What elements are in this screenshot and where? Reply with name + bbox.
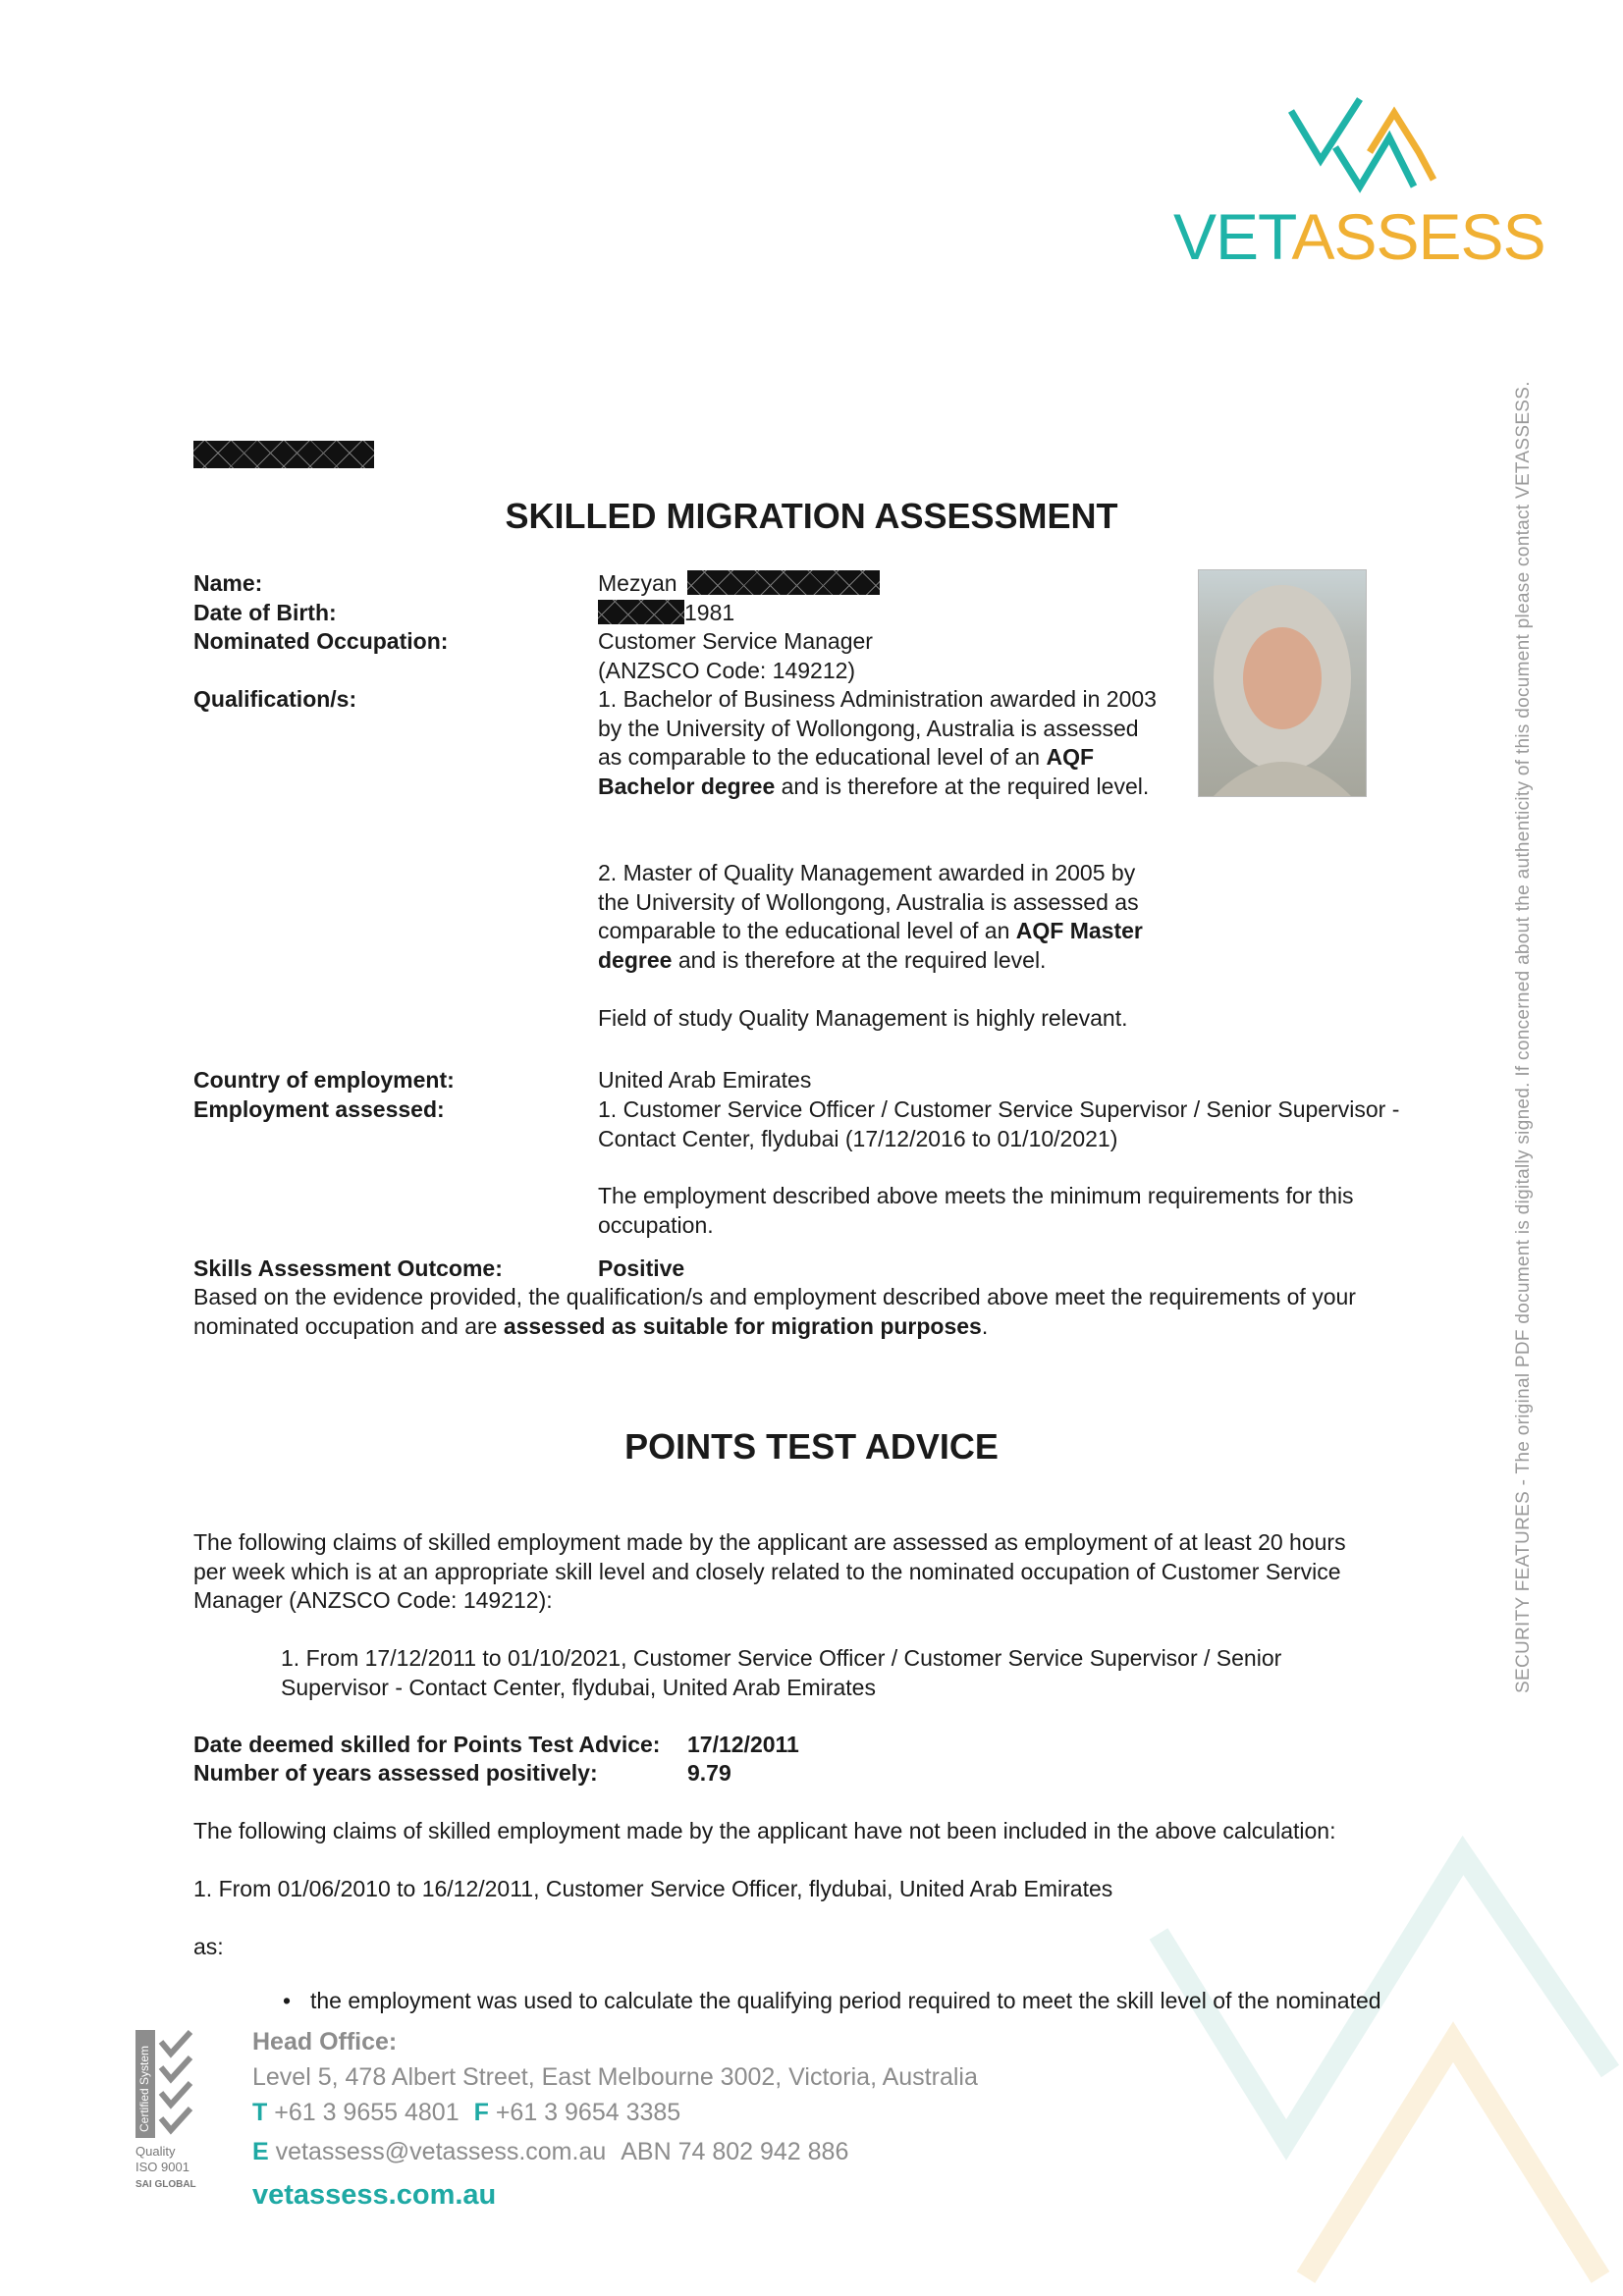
outcome-text-b-bold: assessed as suitable for migration purposes: [503, 1312, 982, 1339]
footer-abn: ABN 74 802 942 886: [621, 2138, 849, 2165]
qual1-line-a: 1. Bachelor of Business Administration awarded in 2003: [598, 686, 1157, 712]
qual1-line-d-bold: Bachelor degree: [598, 773, 776, 799]
qual2-line-c-text: comparable to the educational level of an: [598, 918, 1016, 943]
outcome-label: Skills Assessment Outcome:: [193, 1255, 503, 1281]
excluded-intro: The following claims of skilled employment made by the applicant have not been included in the above calculation:: [193, 1818, 1336, 1843]
fax-icon: F: [473, 2099, 489, 2126]
points-intro-b: per week which is at an appropriate skill level and closely related to the nominated occupation of Customer Service: [193, 1558, 1341, 1584]
footer-website[interactable]: vetassess.com.au: [252, 2179, 497, 2211]
points-intro-a: The following claims of skilled employment made by the applicant are assessed as employment of at least 20 hours: [193, 1529, 1346, 1555]
name-value-text: Mezyan: [598, 570, 677, 596]
portrait-icon: [1199, 570, 1366, 796]
qual2-line-c-bold: AQF Master: [1015, 918, 1143, 943]
outcome-text-b: [193, 1312, 1356, 1342]
name-value: [598, 569, 880, 599]
qual2-line-c: [598, 917, 1187, 946]
qual2-line-d-bold: degree: [598, 946, 673, 973]
logo-wordmark: [1173, 199, 1545, 274]
qual1-line-c-bold: AQF: [1046, 744, 1095, 770]
employment-note: [598, 1182, 1354, 1240]
qual2-line-a: 2. Master of Quality Management awarded in 2005 by: [598, 860, 1136, 885]
phone-icon: T: [252, 2099, 268, 2126]
redacted-reference: [193, 441, 374, 468]
dob-label: Date of Birth:: [193, 600, 337, 625]
employment-note-a: The employment described above meets the minimum requirements for this: [598, 1183, 1354, 1208]
page-title: SKILLED MIGRATION ASSESSMENT: [505, 496, 1118, 536]
redacted-surname: [687, 570, 880, 595]
name-label: Name:: [193, 570, 263, 596]
years-value: 9.79: [687, 1760, 731, 1786]
footer-address: Level 5, 478 Albert Street, East Melbourne 3002, Victoria, Australia: [252, 2063, 978, 2091]
footer-head-office: Head Office:: [252, 2028, 398, 2056]
deemed-value: 17/12/2011: [687, 1732, 799, 1757]
email-icon: E: [252, 2138, 269, 2165]
years-label: Number of years assessed positively:: [193, 1760, 598, 1786]
qual1-line-c-text: as comparable to the educational level of an: [598, 744, 1047, 770]
logo-vet: VET: [1173, 200, 1292, 273]
excluded-claim-1: 1. From 01/06/2010 to 16/12/2011, Customer Service Officer, flydubai, United Arab Emirates: [193, 1876, 1113, 1901]
points-claim-1: [281, 1644, 1281, 1702]
as-label: as:: [193, 1934, 224, 1959]
outcome-text-b-plain: nominated occupation and are: [193, 1312, 504, 1339]
cert-iso: ISO 9001: [135, 2160, 189, 2174]
qual2-line-b: the University of Wollongong, Australia is assessed as: [598, 888, 1139, 915]
redacted-dob: [598, 600, 684, 624]
vetassess-logo: [1173, 93, 1545, 273]
outcome-text-a: Based on the evidence provided, the qualification/s and employment described above meet the requirements of your: [193, 1284, 1356, 1309]
bullet-item-1: • the employment was used to calculate the qualifying period required to meet the skill level of the nominated: [310, 1987, 1381, 2016]
claim1-line-b: Supervisor - Contact Center, flydubai, United Arab Emirates: [281, 1674, 876, 1700]
qualification-1: [598, 685, 1187, 801]
logo-assess: ASSESS: [1291, 200, 1545, 273]
qualification-label: Qualification/s:: [193, 686, 357, 712]
employment-value: [598, 1095, 1399, 1153]
footer-phones: [252, 2095, 978, 2130]
cert-sai: SAI GLOBAL: [135, 2179, 196, 2190]
dob-value: [598, 599, 734, 628]
background-chevron-decoration: [1139, 1816, 1623, 2287]
outcome-text-b-end: .: [981, 1312, 989, 1339]
footer-email-row: [252, 2134, 978, 2169]
qual1-line-c: [598, 743, 1187, 773]
iso-certification-badge: [135, 2030, 214, 2197]
qual2-line-d: [598, 946, 1187, 976]
qual1-line-d: [598, 773, 1187, 802]
footer-contact: [252, 2024, 978, 2213]
employment-note-b: occupation.: [598, 1211, 714, 1238]
qual1-line-d-text: and is therefore at the required level.: [775, 773, 1150, 799]
logo-mark-icon: [1173, 93, 1537, 201]
claim1-line-a: 1. From 17/12/2011 to 01/10/2021, Customer Service Officer / Customer Service Supervisor / Senior: [281, 1645, 1282, 1671]
country-value: United Arab Emirates: [598, 1067, 812, 1093]
footer-phone: +61 3 9655 4801: [274, 2099, 460, 2126]
outcome-text: [193, 1283, 1356, 1341]
cert-quality: Quality: [135, 2144, 176, 2159]
footer-email[interactable]: vetassess@vetassess.com.au: [275, 2138, 607, 2165]
qual1-line-b: by the University of Wollongong, Australia is assessed: [598, 715, 1139, 741]
country-label: Country of employment:: [193, 1067, 455, 1093]
outcome-value: Positive: [598, 1255, 685, 1281]
cert-certified: Certified System: [137, 2045, 151, 2132]
occupation-label: Nominated Occupation:: [193, 628, 449, 654]
employment-line-a: 1. Customer Service Officer / Customer Service Supervisor / Senior Supervisor -: [598, 1096, 1400, 1122]
points-intro: [193, 1528, 1346, 1616]
applicant-photo: [1198, 569, 1367, 797]
occupation-code: (ANZSCO Code: 149212): [598, 658, 856, 683]
points-intro-c: Manager (ANZSCO Code: 149212):: [193, 1587, 553, 1613]
deemed-label: Date deemed skilled for Points Test Advice:: [193, 1732, 661, 1757]
field-of-study: Field of study Quality Management is highly relevant.: [598, 1005, 1128, 1031]
security-watermark: SECURITY FEATURES - The original PDF document is digitally signed. If concerned about the authenticity of this document please contact VETASSESS.: [1513, 381, 1534, 1693]
employment-line-b: Contact Center, flydubai (17/12/2016 to 01/10/2021): [598, 1125, 1118, 1151]
checkmarks-icon: [157, 2030, 216, 2138]
occupation-value: Customer Service Manager: [598, 628, 873, 654]
qual2-line-d-text: and is therefore at the required level.: [672, 946, 1047, 973]
employment-label: Employment assessed:: [193, 1096, 445, 1122]
qualification-2: [598, 859, 1187, 975]
points-title: POINTS TEST ADVICE: [624, 1426, 999, 1467]
dob-year: 1981: [684, 600, 735, 625]
footer-fax: +61 3 9654 3385: [495, 2099, 681, 2126]
